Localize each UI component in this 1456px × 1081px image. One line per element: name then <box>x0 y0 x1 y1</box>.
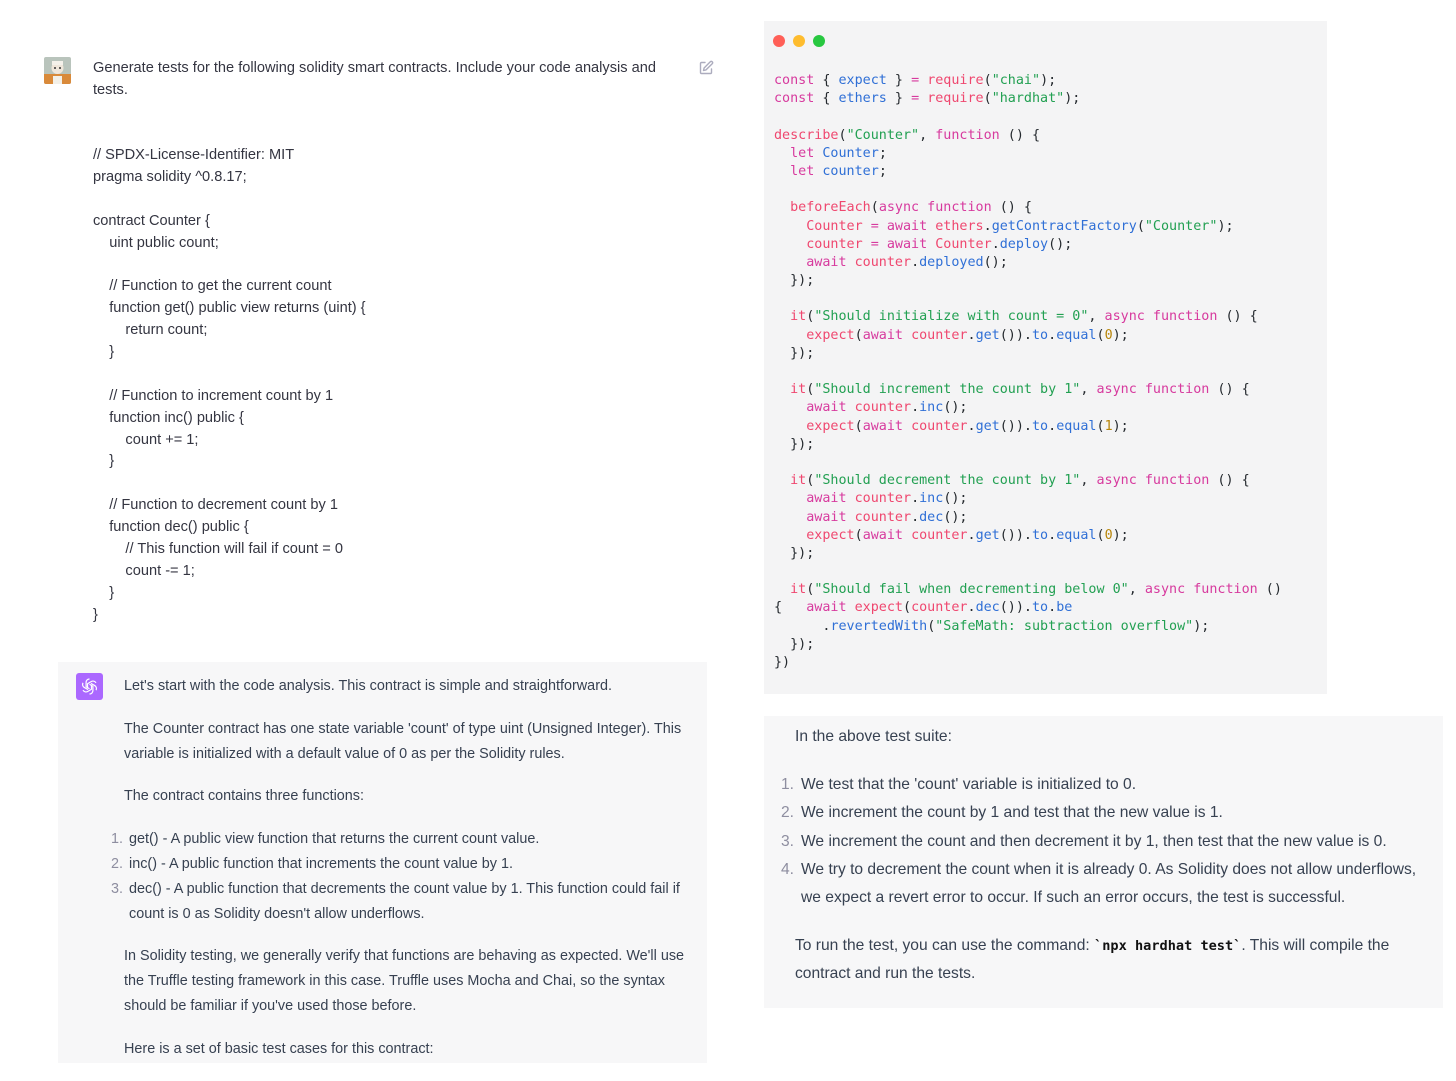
code-token: getContractFactory <box>991 218 1137 234</box>
code-token: expect <box>806 418 855 434</box>
code-line: // This function will fail if count = 0 <box>93 541 343 558</box>
code-token <box>774 146 790 161</box>
code-line <box>774 399 1319 417</box>
code-token: , <box>919 127 936 143</box>
run-suffix: . This will compile the contract and run the tests. <box>795 937 1390 983</box>
code-token: ( <box>806 582 815 598</box>
code-token: counter <box>854 491 912 507</box>
list-item-text: We increment the count and then decrement it by 1, then test that the new value is 0. <box>801 832 1387 850</box>
code-token: () { <box>1209 473 1250 489</box>
code-token <box>774 491 806 506</box>
code-token <box>774 382 790 397</box>
code-token: const <box>774 91 823 107</box>
code-token: ( <box>983 91 992 107</box>
code-token: counter <box>911 600 968 616</box>
maximize-dot <box>813 35 825 47</box>
code-line <box>774 636 1319 654</box>
code-token: expect <box>806 527 855 543</box>
code-token: await <box>806 254 855 270</box>
code-token: . <box>991 236 1000 252</box>
code-token: await <box>862 327 912 343</box>
list-item <box>111 852 700 877</box>
code-token: () { <box>1209 382 1250 398</box>
assistant-message <box>58 662 707 1063</box>
code-token: to <box>1032 600 1049 616</box>
code-token <box>774 164 790 179</box>
list-item-text: get() - A public view function that returns the current count value. <box>129 830 540 847</box>
code-token: deploy <box>999 236 1049 252</box>
user-avatar <box>44 57 71 84</box>
code-token: async function <box>1144 582 1258 598</box>
code-token: (); <box>943 400 968 416</box>
analysis-state-variable: The Counter contract has one state variable 'count' of type uint (Unsigned Integer). This variable is initialized with a default value of 0 as per the Solidity rules. <box>124 720 682 762</box>
list-number: 3. <box>111 880 124 897</box>
code-token: ()). <box>999 418 1032 434</box>
code-token: await <box>806 509 855 525</box>
code-token: 1 <box>1104 418 1113 434</box>
explanation-panel <box>764 716 1443 1008</box>
code-line: pragma solidity ^0.8.17; <box>93 168 247 185</box>
code-token <box>774 528 806 543</box>
code-token: require <box>927 73 984 88</box>
code-token: }); <box>774 273 815 289</box>
test-suite-list <box>781 771 1435 912</box>
code-line <box>774 254 1319 272</box>
code-token: async function <box>878 200 992 216</box>
code-line <box>774 436 1319 454</box>
code-line <box>774 199 1319 217</box>
code-token: counter <box>911 327 968 343</box>
code-line: // Function to get the current count <box>93 278 332 295</box>
code-token: ( <box>806 309 815 325</box>
code-token: ); <box>1064 91 1081 107</box>
code-token: ; <box>878 163 887 179</box>
code-token: equal <box>1056 327 1097 343</box>
list-item <box>111 827 700 852</box>
code-token: , <box>1080 382 1097 398</box>
code-token: . <box>774 618 831 634</box>
code-line <box>774 181 1319 199</box>
functions-list <box>111 827 700 927</box>
code-token: ()). <box>999 527 1032 543</box>
code-line <box>774 163 1319 181</box>
code-token: . <box>911 400 920 416</box>
code-line <box>774 108 1319 126</box>
code-token: . <box>1048 527 1057 543</box>
code-token: (); <box>1048 236 1073 252</box>
code-line <box>774 127 1319 145</box>
code-token: it <box>790 582 807 598</box>
code-line <box>774 472 1319 490</box>
code-line <box>774 327 1319 345</box>
code-token: to <box>1032 418 1049 434</box>
code-line <box>774 599 1319 617</box>
openai-logo-icon <box>76 673 103 700</box>
code-token <box>774 328 806 343</box>
code-token: counter <box>911 527 968 543</box>
test-cases-intro: Here is a set of basic test cases for this contract: <box>124 1040 434 1057</box>
code-token: (); <box>983 254 1008 270</box>
analysis-intro: Let's start with the code analysis. This contract is simple and straightforward. <box>124 678 612 694</box>
run-instructions <box>795 932 1435 988</box>
code-token: "Should decrement the count by 1" <box>814 473 1081 489</box>
edit-icon[interactable] <box>698 60 714 76</box>
list-number: 4. <box>781 860 795 878</box>
code-token <box>774 510 806 525</box>
code-token: { <box>822 73 839 88</box>
code-token: } <box>886 73 912 88</box>
code-token: . <box>967 327 976 343</box>
code-token: function <box>935 127 1000 143</box>
code-token: let <box>790 145 823 161</box>
code-token: . <box>983 218 992 234</box>
code-token: be <box>1056 600 1073 616</box>
code-line <box>774 272 1319 290</box>
code-token: async function <box>1096 473 1210 489</box>
code-token: }); <box>774 345 815 361</box>
minimize-dot <box>793 35 805 47</box>
code-line <box>774 545 1319 563</box>
code-token: ()). <box>999 600 1032 616</box>
code-token: = <box>911 73 928 88</box>
code-line: } <box>93 453 115 470</box>
code-token: async function <box>1104 309 1218 325</box>
code-line <box>774 527 1319 545</box>
code-token: "Should initialize with count = 0" <box>814 309 1089 325</box>
code-token: expect <box>806 327 855 343</box>
code-token: dec <box>919 509 944 525</box>
code-token: expect <box>838 73 887 88</box>
code-line <box>774 381 1319 399</box>
code-token: ( <box>806 473 815 489</box>
code-token: (); <box>943 509 968 525</box>
code-token: "Counter" <box>1144 218 1218 234</box>
code-token: ( <box>854 418 863 434</box>
testing-framework-note: In Solidity testing, we generally verify that functions are behaving as expected. We'll use the Truffle testing framework in this case. Truffle uses Mocha and Chai, so the syntax should be familiar if you've used those before. <box>124 948 685 1014</box>
list-number: 2. <box>781 804 795 822</box>
code-token: . <box>967 600 976 616</box>
run-prefix: To run the test, you can use the command: <box>795 937 1095 955</box>
user-prompt-text: Generate tests for the following solidity smart contracts. Include your code analysis and tests. <box>93 60 656 98</box>
list-item <box>781 771 1435 799</box>
code-line <box>774 345 1319 363</box>
code-token: ( <box>1096 418 1105 434</box>
code-token: ); <box>1040 73 1057 88</box>
code-token: () { <box>991 200 1032 216</box>
code-token: counter <box>854 400 912 416</box>
code-token: to <box>1032 327 1049 343</box>
code-line: function dec() public { <box>93 519 249 536</box>
code-token: revertedWith <box>830 618 928 634</box>
test-code-block <box>774 72 1319 672</box>
code-line <box>93 473 693 495</box>
code-line <box>774 418 1319 436</box>
code-token: = await <box>862 236 936 252</box>
code-token: ( <box>1096 327 1105 343</box>
code-token: ( <box>983 73 992 88</box>
code-line <box>774 308 1319 326</box>
code-token: get <box>975 418 1000 434</box>
list-item-text: We test that the 'count' variable is initialized to 0. <box>801 776 1137 794</box>
code-token: get <box>975 527 1000 543</box>
code-token: inc <box>919 400 944 416</box>
code-token: ethers <box>838 91 887 107</box>
code-window <box>764 21 1327 694</box>
code-token: counter <box>822 163 879 179</box>
list-item-text: We try to decrement the count when it is already 0. As Solidity does not allow underflows, we expect a revert error to occur. If such an error occurs, the test is successful. <box>801 860 1417 907</box>
code-token: expect <box>854 600 903 616</box>
code-token: beforeEach <box>790 200 871 216</box>
code-line: // SPDX-License-Identifier: MIT <box>93 147 295 163</box>
list-number: 1. <box>781 776 795 794</box>
list-number: 2. <box>111 855 124 872</box>
code-token <box>774 219 806 234</box>
code-line <box>774 145 1319 163</box>
code-line <box>774 236 1319 254</box>
code-token: counter <box>911 418 968 434</box>
code-line: return count; <box>93 322 208 339</box>
code-token: counter <box>806 236 863 252</box>
code-token: let <box>790 163 823 179</box>
code-token: describe <box>774 127 839 143</box>
list-item-text: dec() - A public function that decrements the count value by 1. This function could fail if count is 0 as Solidity doesn't allow underflows. <box>129 880 680 922</box>
code-token: "Should fail when decrementing below 0" <box>814 582 1129 598</box>
code-token: () { <box>1217 309 1258 325</box>
code-line <box>774 509 1319 527</box>
code-token <box>774 419 806 434</box>
code-token: await <box>862 418 912 434</box>
code-token <box>774 237 806 252</box>
code-token: ; <box>878 145 887 161</box>
code-token: it <box>790 382 807 398</box>
list-item <box>111 877 700 927</box>
code-line <box>774 618 1319 636</box>
code-token <box>774 473 790 488</box>
code-token: ( <box>838 127 847 143</box>
code-token: ( <box>854 527 863 543</box>
code-line <box>774 290 1319 308</box>
code-token: "SafeMath: subtraction overflow" <box>935 618 1194 634</box>
code-token: await <box>806 491 855 507</box>
code-line: } <box>93 344 115 361</box>
code-line: function get() public view returns (uint) { <box>93 300 366 317</box>
code-line: } <box>93 584 115 601</box>
code-line: // Function to decrement count by 1 <box>93 497 338 514</box>
close-dot <box>773 35 785 47</box>
code-token: ); <box>1112 327 1129 343</box>
code-token: const <box>774 73 823 88</box>
code-token: 0 <box>1104 527 1113 543</box>
code-token: "hardhat" <box>991 91 1065 107</box>
code-line: contract Counter { <box>93 212 210 229</box>
code-token: to <box>1032 527 1049 543</box>
code-line <box>774 581 1319 599</box>
list-item-text: inc() - A public function that increments the count value by 1. <box>129 855 513 872</box>
code-token: , <box>1088 309 1105 325</box>
code-token: ( <box>927 618 936 634</box>
code-token: ( <box>1136 218 1145 234</box>
code-token: . <box>1048 327 1057 343</box>
list-number: 3. <box>781 832 795 850</box>
code-token: = <box>911 91 928 107</box>
code-line: // Function to increment count by 1 <box>93 387 334 404</box>
code-token: ( <box>806 382 815 398</box>
list-item <box>781 799 1435 827</box>
code-token: }); <box>774 545 815 561</box>
run-command: `npx hardhat test` <box>1094 938 1242 955</box>
code-line <box>774 563 1319 581</box>
code-token: ); <box>1217 218 1234 234</box>
code-token: await <box>806 400 855 416</box>
code-token: ( <box>903 600 912 616</box>
code-token: await <box>806 600 855 616</box>
code-token: "Should increment the count by 1" <box>814 382 1081 398</box>
code-line: function inc() public { <box>93 409 244 426</box>
analysis-functions-heading: The contract contains three functions: <box>124 788 364 804</box>
code-token <box>774 309 790 324</box>
code-token: ); <box>1112 527 1129 543</box>
code-token: get <box>975 327 1000 343</box>
code-token: ); <box>1193 618 1210 634</box>
code-token <box>774 400 806 415</box>
code-token: it <box>790 473 807 489</box>
code-token: "Counter" <box>846 127 920 143</box>
code-token <box>774 255 806 270</box>
code-token: . <box>1048 600 1057 616</box>
code-token: ethers <box>935 218 984 234</box>
code-token: . <box>967 418 976 434</box>
code-token: dec <box>975 600 1000 616</box>
code-token: , <box>1080 473 1097 489</box>
code-token: = await <box>862 218 936 234</box>
list-number: 1. <box>111 830 124 847</box>
code-token <box>774 582 790 597</box>
code-line <box>774 363 1319 381</box>
code-token: }) <box>774 655 791 670</box>
code-token: Counter <box>822 145 879 161</box>
user-solidity-code <box>93 145 693 627</box>
code-token: . <box>911 254 920 270</box>
code-token: Counter <box>806 218 863 234</box>
code-line <box>93 189 693 211</box>
code-token: it <box>790 309 807 325</box>
code-line: } <box>93 606 98 623</box>
code-token: , <box>1128 582 1145 598</box>
code-token: counter <box>854 254 912 270</box>
code-line: count += 1; <box>93 431 199 448</box>
code-line <box>774 72 1319 90</box>
code-token: { <box>822 91 839 107</box>
code-token: 0 <box>1104 327 1113 343</box>
code-line <box>774 490 1319 508</box>
code-token: async function <box>1096 382 1210 398</box>
code-token: equal <box>1056 527 1097 543</box>
explanation-intro: In the above test suite: <box>795 728 952 745</box>
code-token: deployed <box>919 254 984 270</box>
code-token: . <box>1048 418 1057 434</box>
code-token: ( <box>870 200 879 216</box>
code-token: () { <box>999 127 1041 143</box>
code-line: uint public count; <box>93 234 219 251</box>
code-token: . <box>967 527 976 543</box>
code-token: ( <box>854 327 863 343</box>
code-token: (); <box>943 491 968 507</box>
list-item <box>781 828 1435 856</box>
code-token: }); <box>774 436 815 452</box>
code-line <box>774 654 1319 672</box>
code-token: "chai" <box>991 73 1041 88</box>
code-token: equal <box>1056 418 1097 434</box>
code-token: ()). <box>999 327 1032 343</box>
code-token: . <box>911 509 920 525</box>
list-item-text: We increment the count by 1 and test that the new value is 1. <box>801 804 1223 822</box>
code-line <box>774 90 1319 108</box>
code-token: Counter <box>935 236 992 252</box>
code-token: } <box>886 91 912 107</box>
code-line: count -= 1; <box>93 562 195 579</box>
list-item <box>781 856 1435 912</box>
code-token: . <box>911 491 920 507</box>
code-token: await <box>862 527 912 543</box>
code-token: require <box>927 91 984 107</box>
code-token: }); <box>774 636 815 652</box>
code-line <box>774 454 1319 472</box>
code-line <box>93 254 693 276</box>
code-token: ( <box>1096 527 1105 543</box>
code-line <box>93 364 693 386</box>
code-token: { <box>774 600 807 616</box>
code-token <box>774 200 790 215</box>
code-line <box>774 218 1319 236</box>
code-token: () <box>1257 582 1282 598</box>
code-token: ); <box>1112 418 1129 434</box>
code-token: inc <box>919 491 944 507</box>
code-token: counter <box>854 509 912 525</box>
